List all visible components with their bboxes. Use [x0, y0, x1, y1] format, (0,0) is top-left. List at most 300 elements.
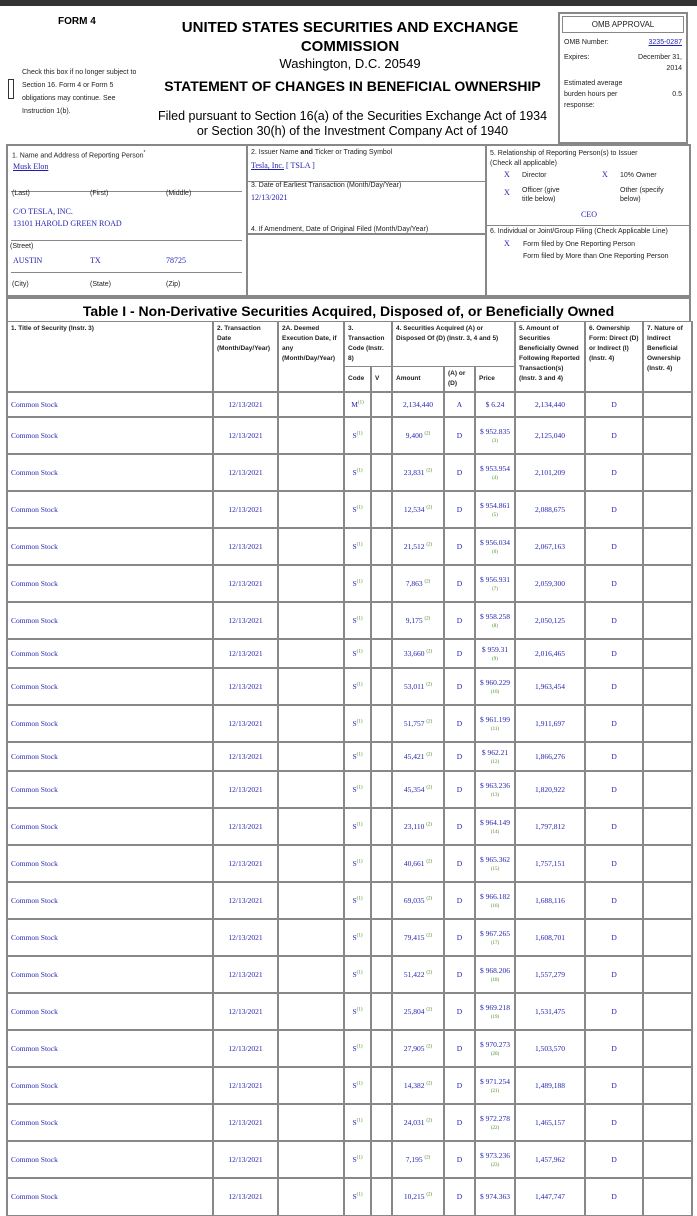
- ad-text: D: [456, 822, 463, 831]
- ad-text: D: [456, 970, 463, 979]
- security-title: [7, 454, 213, 491]
- footnote[interactable]: (1): [356, 752, 363, 758]
- security-title-link[interactable]: Common Stock: [11, 896, 58, 905]
- security-title: [7, 1141, 213, 1178]
- col-form-header: 6. Ownership Form: Direct (D) or Indirect (I) (Instr. 4): [585, 322, 643, 393]
- v-flag: [371, 1104, 392, 1141]
- date-text: 12/13/2021: [228, 682, 263, 691]
- price: [475, 1104, 515, 1141]
- table-row: [7, 993, 692, 1030]
- security-title-link[interactable]: Common Stock: [11, 859, 58, 868]
- footnote[interactable]: (9): [492, 657, 498, 662]
- amount-subheader: Amount: [392, 367, 444, 393]
- other-label: Other (specify below): [620, 187, 664, 203]
- footnote[interactable]: (8): [492, 624, 498, 629]
- acquired-disposed: [444, 919, 475, 956]
- ad-text: D: [456, 1007, 463, 1016]
- amount-owned: [515, 1104, 585, 1141]
- table-row: [7, 845, 692, 882]
- footnote[interactable]: (1): [356, 1007, 363, 1013]
- ad-text: D: [456, 785, 463, 794]
- date-text: 12/13/2021: [228, 579, 263, 588]
- table-row: [7, 528, 692, 565]
- ownership-form: [585, 491, 643, 528]
- footnote[interactable]: (1): [356, 822, 363, 828]
- deemed-date: [278, 771, 344, 808]
- price-text: $ 972.278: [480, 1114, 511, 1123]
- transaction-code: [344, 705, 371, 742]
- security-title-link[interactable]: Common Stock: [11, 400, 58, 409]
- amount-owned: [515, 602, 585, 639]
- security-title-link[interactable]: Common Stock: [11, 542, 58, 551]
- footnote[interactable]: (10): [490, 690, 500, 695]
- form-text: D: [611, 719, 617, 728]
- security-title-link[interactable]: Common Stock: [11, 1081, 58, 1090]
- amount-text: 14,382: [403, 1081, 425, 1090]
- security-title-link[interactable]: Common Stock: [11, 1044, 58, 1053]
- price-text: $ 961.199: [480, 715, 511, 724]
- footnote[interactable]: (18): [490, 978, 500, 983]
- footnote[interactable]: (1): [356, 896, 363, 902]
- footnote[interactable]: (2): [426, 1118, 433, 1124]
- transaction-code: [344, 528, 371, 565]
- amount: [392, 1141, 444, 1178]
- footnote[interactable]: (1): [356, 970, 363, 976]
- acquired-disposed: [444, 602, 475, 639]
- col-nature-header: 7. Nature of Indirect Beneficial Ownership (Instr. 4): [643, 322, 692, 393]
- ad-subheader: (A) or (D): [444, 367, 475, 393]
- acquired-disposed: [444, 845, 475, 882]
- date-text: 12/13/2021: [228, 785, 263, 794]
- security-title-link[interactable]: Common Stock: [11, 785, 58, 794]
- transaction-code: [344, 602, 371, 639]
- footnote[interactable]: (2): [424, 431, 431, 437]
- footnote[interactable]: (2): [426, 896, 433, 902]
- footnote[interactable]: (2): [426, 785, 433, 791]
- transaction-date: [213, 528, 278, 565]
- transaction-date: [213, 417, 278, 454]
- amount: [392, 771, 444, 808]
- transaction-code: [344, 919, 371, 956]
- amount-text: 9,400: [405, 431, 423, 440]
- footnote[interactable]: (19): [490, 1015, 500, 1020]
- street-label: (Street): [10, 243, 34, 250]
- security-title-link[interactable]: Common Stock: [11, 579, 58, 588]
- footnote[interactable]: (1): [356, 682, 363, 688]
- footnote[interactable]: (2): [424, 579, 431, 585]
- footnote[interactable]: (1): [356, 616, 363, 622]
- code-text: S: [352, 785, 357, 794]
- date-text: 12/13/2021: [228, 649, 263, 658]
- amount: [392, 528, 444, 565]
- transaction-date: [213, 845, 278, 882]
- amount-owned: [515, 491, 585, 528]
- state-value: TX: [90, 256, 101, 265]
- price-text: $ 967.265: [480, 929, 511, 938]
- code-text: S: [352, 1007, 357, 1016]
- amount-owned: [515, 528, 585, 565]
- ownership-form: [585, 705, 643, 742]
- footnote[interactable]: (2): [426, 1192, 433, 1198]
- transaction-date: [213, 668, 278, 705]
- footnote[interactable]: (1): [356, 785, 363, 791]
- v-flag: [371, 993, 392, 1030]
- footnote[interactable]: (1): [356, 431, 363, 437]
- price: [475, 639, 515, 668]
- security-title-link[interactable]: Common Stock: [11, 682, 58, 691]
- amount: [392, 1030, 444, 1067]
- price: [475, 528, 515, 565]
- footnote[interactable]: (2): [426, 682, 433, 688]
- ownership-form: [585, 742, 643, 771]
- footnote[interactable]: (2): [426, 1007, 433, 1013]
- transaction-code: [344, 882, 371, 919]
- date-text: 12/13/2021: [228, 822, 263, 831]
- box2-label: 2. Issuer Name and Ticker or Trading Symbol: [251, 149, 393, 156]
- footnote[interactable]: (1): [356, 1155, 363, 1161]
- price: [475, 956, 515, 993]
- footnote[interactable]: (1): [356, 1081, 363, 1087]
- amount-owned: [515, 392, 585, 417]
- table-row: [7, 491, 692, 528]
- footnote[interactable]: (4): [492, 476, 498, 481]
- security-title-link[interactable]: Common Stock: [11, 431, 58, 440]
- owned-text: 1,503,570: [535, 1044, 566, 1053]
- transaction-code: [344, 1178, 371, 1215]
- footnote[interactable]: (2): [426, 719, 433, 725]
- footnote[interactable]: (1): [356, 1192, 363, 1198]
- footnote[interactable]: (2): [426, 649, 433, 655]
- acquired-disposed: [444, 392, 475, 417]
- footnote[interactable]: (2): [426, 859, 433, 865]
- amount-text: 51,757: [403, 719, 425, 728]
- security-title-link[interactable]: Common Stock: [11, 1007, 58, 1016]
- amount: [392, 808, 444, 845]
- owned-text: 2,101,209: [535, 468, 566, 477]
- amount-text: 51,422: [403, 970, 425, 979]
- v-flag: [371, 1030, 392, 1067]
- footnote[interactable]: (2): [426, 1081, 433, 1087]
- footnote[interactable]: (1): [356, 649, 363, 655]
- code-text: S: [352, 649, 357, 658]
- acquired-disposed: [444, 808, 475, 845]
- amount-text: 40,661: [403, 859, 425, 868]
- amount: [392, 668, 444, 705]
- box5-label: 5. Relationship of Reporting Person(s) to Issuer (Check all applicable): [490, 150, 638, 167]
- ad-text: D: [456, 859, 463, 868]
- footnote[interactable]: (2): [426, 505, 433, 511]
- security-title-link[interactable]: Common Stock: [11, 505, 58, 514]
- footnote[interactable]: (1): [357, 400, 364, 406]
- burden-value: 0.5: [672, 91, 682, 98]
- price-text: $ 954.861: [480, 501, 511, 510]
- amount-owned: [515, 771, 585, 808]
- price: [475, 993, 515, 1030]
- footnote[interactable]: (3): [492, 439, 498, 444]
- form-text: D: [611, 785, 617, 794]
- date-text: 12/13/2021: [228, 505, 263, 514]
- date-text: 12/13/2021: [228, 933, 263, 942]
- code-subheader: Code: [344, 367, 371, 393]
- table-row: [7, 392, 692, 417]
- officer-title: CEO: [581, 210, 597, 219]
- security-title: [7, 771, 213, 808]
- acquired-disposed: [444, 639, 475, 668]
- footnote[interactable]: (2): [426, 542, 433, 548]
- transaction-code: [344, 845, 371, 882]
- price: [475, 705, 515, 742]
- security-title: [7, 742, 213, 771]
- section16-checkbox[interactable]: [8, 79, 14, 99]
- transaction-date: [213, 771, 278, 808]
- footnote[interactable]: (13): [490, 793, 500, 798]
- footnote[interactable]: (1): [356, 505, 363, 511]
- security-title-link[interactable]: Common Stock: [11, 1118, 58, 1127]
- transaction-date: [213, 882, 278, 919]
- owned-text: 1,688,116: [535, 896, 565, 905]
- footnote[interactable]: (1): [356, 468, 363, 474]
- ownership-form: [585, 602, 643, 639]
- ad-text: D: [456, 579, 463, 588]
- deemed-date: [278, 1141, 344, 1178]
- security-title: [7, 639, 213, 668]
- amount-text: 12,534: [403, 505, 425, 514]
- more-persons-label: Form filed by More than One Reporting Person: [523, 253, 669, 260]
- v-flag: [371, 956, 392, 993]
- middle-label: (Middle): [166, 190, 192, 197]
- amount-owned: [515, 1178, 585, 1215]
- amount-text: 7,195: [405, 1155, 423, 1164]
- deemed-date: [278, 1178, 344, 1215]
- price-text: $ 969.218: [480, 1003, 511, 1012]
- footnote[interactable]: (2): [426, 933, 433, 939]
- deemed-date: [278, 668, 344, 705]
- amount-owned: [515, 705, 585, 742]
- footnote[interactable]: (14): [490, 830, 500, 835]
- box6-label: 6. Individual or Joint/Group Filing (Check Applicable Line): [490, 228, 668, 235]
- nature-of-ownership: [643, 1104, 692, 1141]
- code-text: S: [352, 542, 357, 551]
- price: [475, 1067, 515, 1104]
- deemed-date: [278, 528, 344, 565]
- transaction-date: [213, 454, 278, 491]
- security-title-link[interactable]: Common Stock: [11, 616, 58, 625]
- footnote[interactable]: (1): [356, 933, 363, 939]
- ad-text: D: [456, 431, 463, 440]
- v-flag: [371, 417, 392, 454]
- footnote[interactable]: (1): [356, 1044, 363, 1050]
- price-text: $ 962.21: [481, 748, 509, 757]
- footnote[interactable]: (22): [490, 1126, 500, 1131]
- footnote[interactable]: (23): [490, 1163, 500, 1168]
- security-title: [7, 392, 213, 417]
- nature-of-ownership: [643, 705, 692, 742]
- acquired-disposed: [444, 1178, 475, 1215]
- footnote[interactable]: (6): [492, 550, 498, 555]
- date-text: 12/13/2021: [228, 400, 263, 409]
- form-text: D: [611, 505, 617, 514]
- date-text: 12/13/2021: [228, 468, 263, 477]
- owned-text: 1,757,151: [535, 859, 566, 868]
- date-text: 12/13/2021: [228, 542, 263, 551]
- footnote[interactable]: (2): [426, 970, 433, 976]
- v-flag: [371, 491, 392, 528]
- owned-text: 2,050,125: [535, 616, 566, 625]
- form-text: D: [611, 682, 617, 691]
- ownership-form: [585, 528, 643, 565]
- ad-text: D: [456, 1118, 463, 1127]
- amount-owned: [515, 668, 585, 705]
- filed-line-2: or Section 30(h) of the Investment Company Act of 1940: [196, 124, 509, 138]
- form-text: D: [611, 1081, 617, 1090]
- nature-of-ownership: [643, 668, 692, 705]
- nature-of-ownership: [643, 919, 692, 956]
- security-title: [7, 1030, 213, 1067]
- code-text: S: [352, 1118, 357, 1127]
- earliest-transaction-date: 12/13/2021: [251, 193, 288, 202]
- security-title: [7, 705, 213, 742]
- security-title: [7, 993, 213, 1030]
- box4-label: 4. If Amendment, Date of Original Filed (Month/Day/Year): [251, 226, 429, 233]
- transaction-code: [344, 1067, 371, 1104]
- form-text: D: [611, 1118, 617, 1127]
- price: [475, 454, 515, 491]
- address-line-1: C/O TESLA, INC.: [13, 207, 73, 216]
- v-flag: [371, 565, 392, 602]
- security-title-link[interactable]: Common Stock: [11, 1192, 58, 1202]
- security-title-link[interactable]: Common Stock: [11, 933, 58, 942]
- price-text: $ 6.24: [485, 399, 505, 409]
- reporting-person-name[interactable]: Musk Elon: [13, 162, 49, 171]
- table-row: [7, 1141, 692, 1178]
- deemed-date: [278, 639, 344, 668]
- ownership-form: [585, 1067, 643, 1104]
- price-subheader: Price: [475, 367, 515, 393]
- amount-owned: [515, 1141, 585, 1178]
- filed-pursuant: [150, 109, 555, 139]
- footnote[interactable]: (1): [356, 859, 363, 865]
- footnote[interactable]: (20): [490, 1052, 500, 1057]
- table-row: [7, 602, 692, 639]
- ownership-form: [585, 639, 643, 668]
- security-title: [7, 882, 213, 919]
- form-text: D: [611, 970, 617, 979]
- acquired-disposed: [444, 771, 475, 808]
- footnote[interactable]: (11): [490, 727, 500, 732]
- form-text: D: [611, 400, 617, 409]
- security-title: [7, 956, 213, 993]
- footnote[interactable]: (2): [424, 616, 431, 622]
- burden-label: Estimated average burden hours per response:: [564, 80, 623, 109]
- security-title-link[interactable]: Common Stock: [11, 649, 58, 658]
- security-title-link[interactable]: Common Stock: [11, 822, 58, 831]
- owned-text: 1,465,157: [535, 1118, 566, 1127]
- security-title: [7, 491, 213, 528]
- officer-check: X: [504, 188, 510, 197]
- nature-of-ownership: [643, 528, 692, 565]
- security-title-link[interactable]: Common Stock: [11, 719, 58, 728]
- owned-text: 1,531,475: [535, 1007, 566, 1016]
- footnote[interactable]: (16): [490, 904, 500, 909]
- amount: [392, 417, 444, 454]
- code-text: S: [352, 1044, 357, 1053]
- table-row: [7, 808, 692, 845]
- v-flag: [371, 742, 392, 771]
- issuer-link[interactable]: Tesla, Inc.: [251, 161, 284, 170]
- footnote[interactable]: (1): [356, 579, 363, 585]
- footnote[interactable]: (12): [490, 760, 500, 765]
- date-text: 12/13/2021: [228, 1155, 263, 1164]
- first-label: (First): [90, 190, 109, 197]
- security-title-link[interactable]: Common Stock: [11, 752, 58, 761]
- transaction-code: [344, 565, 371, 602]
- footnote[interactable]: (2): [426, 468, 433, 474]
- code-text: S: [352, 682, 357, 691]
- form-text: D: [611, 752, 617, 761]
- owned-text: 2,067,163: [535, 542, 566, 551]
- security-title-link[interactable]: Common Stock: [11, 970, 58, 979]
- footnote[interactable]: (2): [426, 822, 433, 828]
- transaction-code: [344, 639, 371, 668]
- footnote[interactable]: (1): [356, 542, 363, 548]
- ad-text: D: [456, 1192, 463, 1202]
- footnote[interactable]: (7): [492, 587, 498, 592]
- footnote[interactable]: (2): [426, 1044, 433, 1050]
- footnote[interactable]: (1): [356, 1118, 363, 1124]
- footnote[interactable]: (21): [490, 1089, 500, 1094]
- price: [475, 602, 515, 639]
- omb-number-link[interactable]: 3235-0287: [648, 39, 682, 46]
- ad-text: D: [456, 719, 463, 728]
- date-text: 12/13/2021: [228, 616, 263, 625]
- form-text: D: [611, 616, 617, 625]
- zip-label: (Zip): [166, 281, 181, 288]
- omb-number-label: OMB Number:: [564, 39, 609, 46]
- table-row: [7, 454, 692, 491]
- ownership-form: [585, 993, 643, 1030]
- footnote[interactable]: (2): [426, 752, 433, 758]
- ownership-form: [585, 417, 643, 454]
- v-flag: [371, 392, 392, 417]
- one-person-label: Form filed by One Reporting Person: [523, 241, 636, 248]
- date-text: 12/13/2021: [228, 896, 263, 905]
- security-title-link[interactable]: Common Stock: [11, 1155, 58, 1164]
- owned-text: 1,911,697: [535, 719, 565, 728]
- footnote[interactable]: (1): [356, 719, 363, 725]
- footnote[interactable]: (2): [424, 1155, 431, 1161]
- price-text: $ 968.206: [480, 966, 511, 975]
- city-label: (City): [12, 281, 29, 288]
- v-flag: [371, 808, 392, 845]
- owned-text: 1,447,747: [535, 1192, 566, 1202]
- table-row: [7, 882, 692, 919]
- amount-text: 9,175: [405, 616, 423, 625]
- code-text: S: [352, 468, 357, 477]
- security-title: [7, 565, 213, 602]
- issuer: [251, 161, 315, 170]
- acquired-disposed: [444, 993, 475, 1030]
- transaction-code: [344, 392, 371, 417]
- footnote[interactable]: (15): [490, 867, 500, 872]
- acquired-disposed: [444, 705, 475, 742]
- ticker: [ TSLA ]: [285, 161, 315, 170]
- v-flag: [371, 919, 392, 956]
- date-text: 12/13/2021: [228, 752, 263, 761]
- footnote[interactable]: (5): [492, 513, 498, 518]
- footnote[interactable]: (17): [490, 941, 500, 946]
- acquired-disposed: [444, 565, 475, 602]
- security-title-link[interactable]: Common Stock: [11, 468, 58, 477]
